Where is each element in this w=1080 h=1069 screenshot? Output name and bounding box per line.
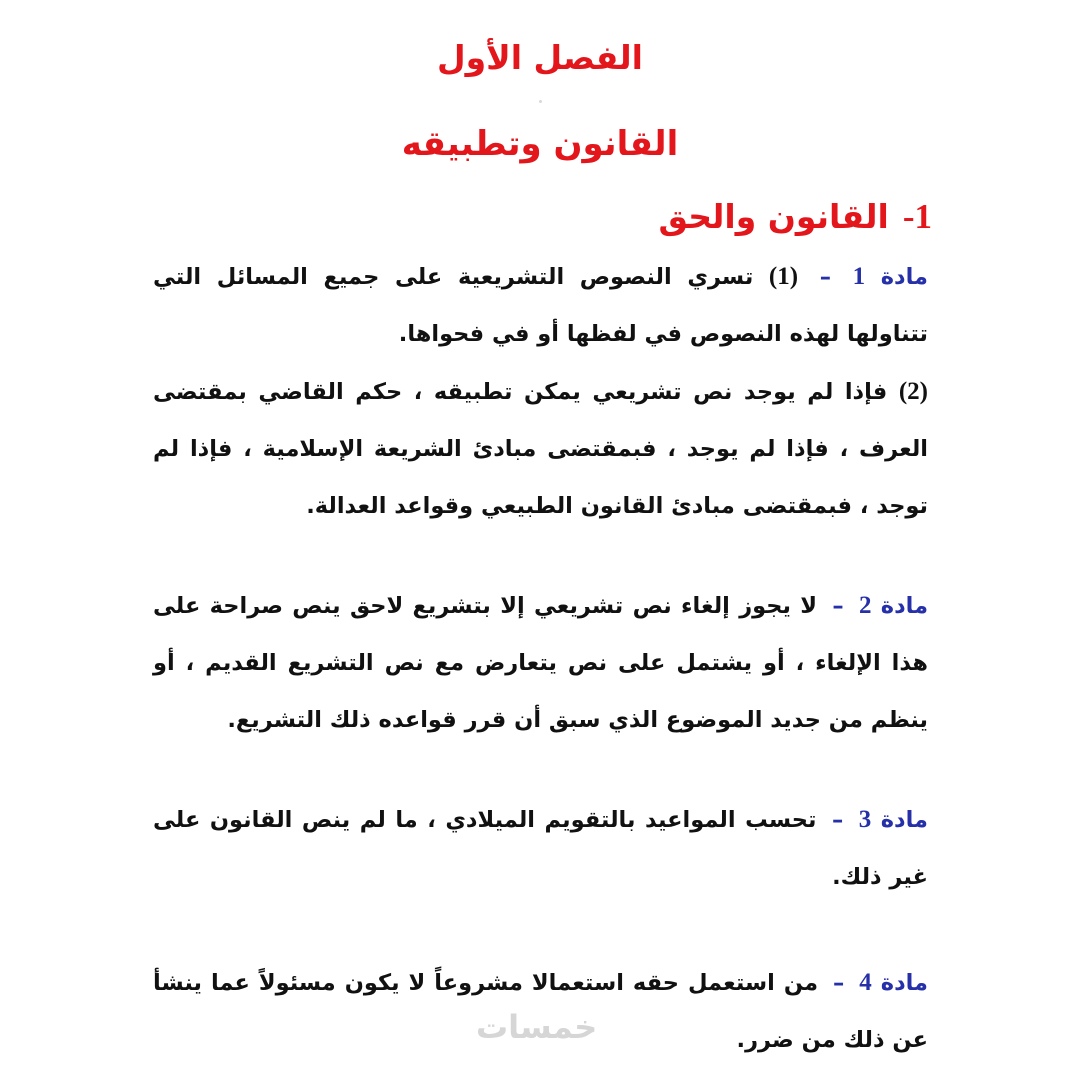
article-number: 2 (858, 592, 872, 619)
article-text: تحسب المواعيد بالتقويم الميلادي ، ما لم ينص القانون على غير ذلك. (153, 807, 928, 890)
clause-text: فإذا لم يوجد نص تشريعي يمكن تطبيقه ، حكم القاضي بمقتضى العرف ، فإذا لم يوجد ، فبمقتضى مبادئ الشريعة الإسلامية ، فإذا لم توجد ، فبمقتضى مبادئ القانون الطبيعي وقواعد العدالة. (153, 379, 928, 519)
section-number: 1- (902, 197, 932, 236)
article-number: 3 (858, 806, 872, 833)
article-label: مادة (880, 593, 929, 619)
article-1 (153, 248, 928, 535)
clause-marker: (1) (768, 263, 799, 290)
article-2-paragraph (153, 577, 928, 749)
article-text: لا يجوز إلغاء نص تشريعي إلا بتشريع لاحق ينص صراحة على هذا الإلغاء ، أو يشتمل على نص يتعارض مع نص التشريع القديم ، أو ينظم من جديد الموضوع الذي سبق أن قرر قواعده ذلك التشريع. (153, 593, 928, 733)
clause-marker: (2) (898, 378, 928, 405)
section-title: القانون والحق (658, 197, 889, 236)
article-2 (153, 577, 928, 749)
article-text: من استعمل حقه استعمالا مشروعاً لا يكون مسئولاً عما ينشأ عن ذلك من ضرر. (153, 970, 928, 1053)
article-number: 4 (859, 969, 872, 996)
article-1-paragraph-2 (153, 363, 928, 535)
article-3-paragraph (153, 791, 928, 906)
article-3 (153, 791, 928, 906)
article-label: مادة (880, 970, 928, 996)
clause-text: تسري النصوص التشريعية على جميع المسائل التي تتناولها لهذه النصوص في لفظها أو في فحواها. (153, 264, 928, 347)
article-1-paragraph-1 (153, 248, 928, 363)
article-dash: – (819, 264, 831, 290)
article-dash: – (831, 807, 844, 833)
article-label: مادة (880, 807, 928, 833)
article-dash: – (832, 593, 844, 619)
chapter-title: الفصل الأول (437, 38, 643, 77)
chapter-subtitle: القانون وتطبيقه (401, 124, 679, 164)
article-dash: – (833, 970, 845, 996)
speck (539, 100, 542, 103)
section-heading (659, 197, 932, 237)
article-label: مادة (880, 264, 928, 290)
article-number: 1 (852, 263, 866, 290)
watermark-logo: خمسات (476, 1008, 598, 1046)
